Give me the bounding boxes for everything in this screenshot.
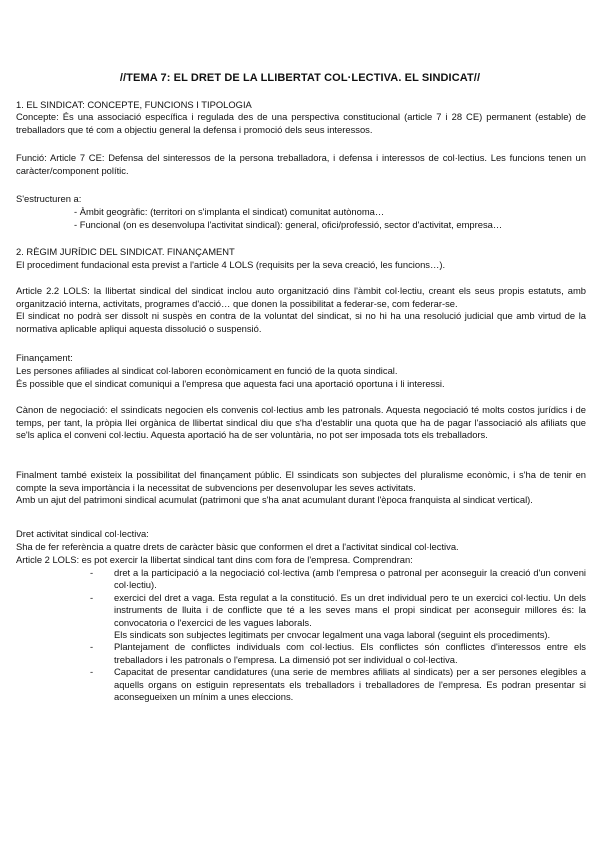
dret-conflictes: Plantejament de conflictes individuals com col·lectius. Els conflictes són conflictes d'interessos entre els treballadors i les patronals o l'empresa. La dimensió pot ser individual o col·lectiva. <box>114 641 586 665</box>
dret-vaga: exercici del dret a vaga. Esta regulat a la constitució. Es un dret individual pero te un exercici col·lectiu. Un dels instruments de lluita i de conflicte que té a les seves mans el propi sindicat per aconseguir millores és: la convocatoria o l'exercici de les vagues laborals. <box>114 591 586 628</box>
dret-intro: Sha de fer referència a quatre drets de caràcter bàsic que conformen el dret a l'activitat sindical col·lectiva. <box>16 541 459 552</box>
drets-list <box>90 567 586 703</box>
list-item <box>90 641 586 666</box>
financament-heading: Finançament: <box>16 352 73 363</box>
list-bullet: - <box>90 641 94 653</box>
financament-line-1: Les persones afiliades al sindicat col·laboren econòmicament en funció de la quota sindical. <box>16 365 398 376</box>
estructuren-label: S'estructuren a: <box>16 193 82 204</box>
finalment-paragraph: Finalment també existeix la possibilitat del finançament públic. El ssindicats son subjectes del pluralisme econòmic, i s'ha de tenir en compte la seva importància i la necessitat de subvencions per desenvolupar les seves activitats. <box>16 469 586 493</box>
dret-heading: Dret activitat sindical col·lectiva: <box>16 528 149 539</box>
document-title: //TEMA 7: EL DRET DE LA LLIBERTAT COL·LECTIVA. EL SINDICAT// <box>119 72 481 84</box>
dret-negociacio: dret a la participació a la negociació col·lectiva (amb l'empresa o patronal per aconseguir la creació d'un conveni col·lectiu). <box>114 567 586 591</box>
financament-line-2: És possible que el sindicat comuniqui a l'empresa que aquesta faci una aportació oportuna i li interessi. <box>16 378 445 389</box>
concepte-paragraph: Concepte: És una associació específica i regulada des de una perspectiva constitucional (article 7 i 28 CE) permanent (estable) de treballadors que té com a objectiu general la defensa i promoció dels seus interessos. <box>16 111 586 135</box>
dret-candidatures: Capacitat de presentar candidatures (una serie de membres afiliats al sindicats) per a ser persones elegibles a aquells organs on estiguin representats els treballadors i treballadores de l'empresa. Es podran presentar si aconsegueixen un mínim a unes eleccions. <box>114 666 586 703</box>
article22-paragraph: Article 2.2 LOLS: la llibertat sindical del sindicat inclou auto organització dins l'àmbit col·lectiu, creant els seus propis estatuts, amb organització interna, activitats, programes d'acció… que donen la possibilitat a federar-se, com federar-se. <box>16 285 586 309</box>
article2-paragraph: Article 2 LOLS: es pot exercir la llibertat sindical tant dins com fora de l'empresa. Comprendran: <box>16 554 413 565</box>
funcio-paragraph: Funció: Article 7 CE: Defensa del sinteressos de la persona treballadora, i defensa i interessos de col·lectius. Les funcions tenen un caràcter/component polític. <box>16 152 586 176</box>
list-item <box>90 567 586 592</box>
section1-heading: 1. EL SINDICAT: CONCEPTE, FUNCIONS I TIPOLOGIA <box>16 99 252 110</box>
ajut-paragraph: Amb un ajut del patrimoni sindical acumulat (patrimoni que s'ha anat acumulant durant l'època franquista al sindicat vertical). <box>16 494 533 505</box>
estructura-item-geografic: - Àmbit geogràfic: (territori on s'implanta el sindicat) comunitat autònoma… <box>74 206 385 217</box>
canon-paragraph: Cànon de negociació: el ssindicats negocien els convenis col·lectius amb les patronals. Aquesta negociació té molts costos jurídics i de temps, per tant, la pròpia llei orgànica de llibertat sindical diu que s'ha d'establir una quota que ha de pagar l'associació als afiliats que se'ls aplica el conveni col·lectiu. Aquesta aportació ha de ser voluntària, no pot ser imposada tots els treballadors. <box>16 404 586 440</box>
list-bullet: - <box>90 666 94 678</box>
estructura-item-funcional: - Funcional (on es desenvolupa l'activitat sindical): general, ofici/professió, sector d'activitat, empresa… <box>74 219 503 230</box>
list-bullet: - <box>90 591 94 603</box>
list-item <box>90 666 586 703</box>
dissolucio-paragraph: El sindicat no podrà ser dissolt ni suspès en contra de la voluntat del sindicat, si no hi ha una resolució judicial que amb virtud de la normativa aplicable apliqui aquesta dissolució o suspensió. <box>16 310 586 334</box>
procediment-paragraph: El procediment fundacional esta previst a l'article 4 LOLS (requisits per la seva creació, les funcions…). <box>16 259 446 270</box>
list-bullet: - <box>90 567 94 578</box>
section2-heading: 2. RÈGIM JURÍDIC DEL SINDICAT. FINANÇAMENT <box>16 246 235 257</box>
list-item <box>90 592 586 642</box>
dret-vaga-extra: Els sindicats son subjectes legitimats per cnvocar legalment una vaga laboral (seguint els procediments). <box>114 629 551 641</box>
